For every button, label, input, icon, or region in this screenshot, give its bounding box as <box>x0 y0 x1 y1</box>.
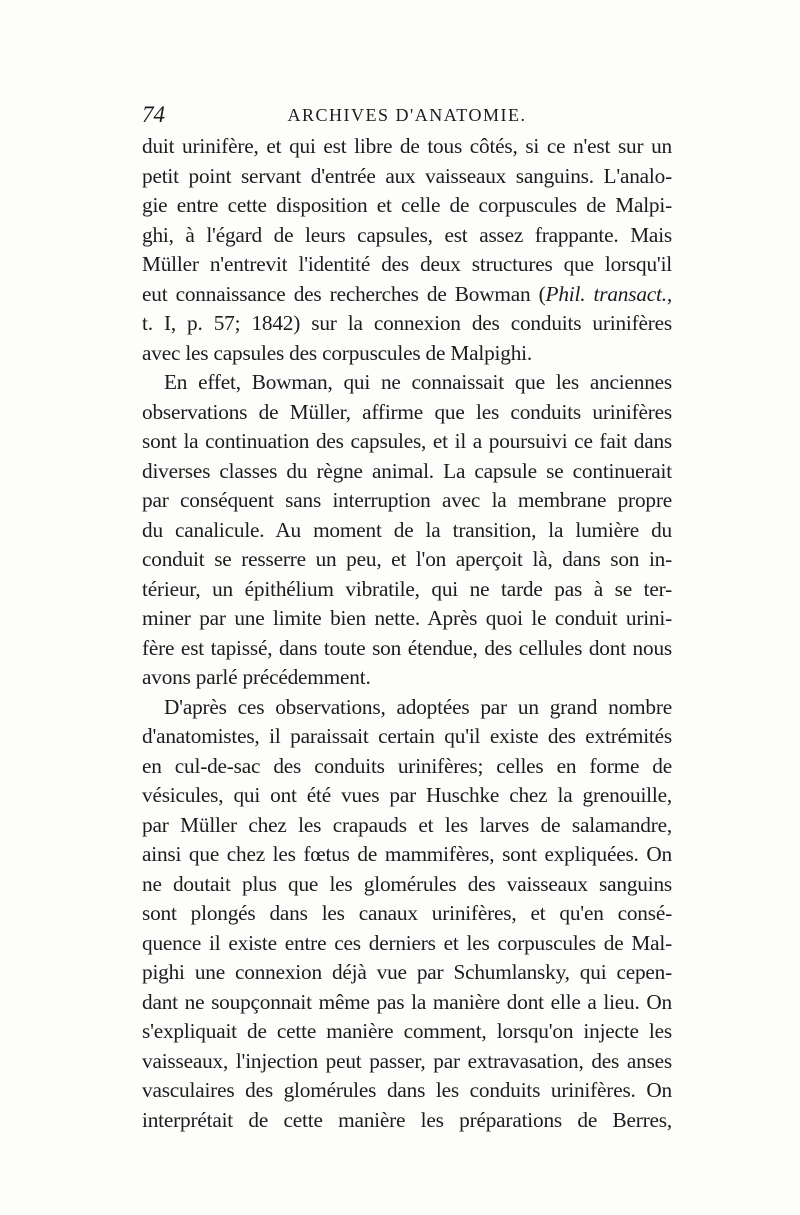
text-line: interprétait de cette manière les préparations de Berres, <box>142 1107 672 1132</box>
text-line: vaisseaux, l'injection peut passer, par extravasation, des anses <box>142 1048 672 1073</box>
text-line: miner par une limite bien nette. Après quoi le conduit urini- <box>142 606 672 630</box>
text-line: par conséquent sans interruption avec la membrane propre <box>142 488 672 512</box>
page-number: 74 <box>142 102 165 127</box>
text-line: vésicules, qui ont été vues par Huschke chez la grenouille, <box>142 783 672 807</box>
text-line: dant ne soupçonnait même pas la manière dont elle a lieu. On <box>142 989 672 1014</box>
text-fragment: eut connaissance des recherches de Bowman ( <box>142 281 546 306</box>
text-line: gie entre cette disposition et celle de corpuscules de Malpi- <box>142 193 672 217</box>
text-line: en cul-de-sac des conduits urinifères; celles en forme de <box>142 753 672 778</box>
text-line: avec les capsules des corpuscules de Malpighi. <box>142 340 532 365</box>
text-line: par Müller chez les crapauds et les larves de salamandre, <box>142 812 672 837</box>
text-line: d'anatomistes, il paraissait certain qu'il existe des extrémités <box>142 724 672 748</box>
text-line: observations de Müller, affirme que les conduits urinifères <box>142 399 672 424</box>
text-line: fère est tapissé, dans toute son étendue, des cellules dont nous <box>142 635 672 660</box>
text-line: pighi une connexion déjà vue par Schumlansky, qui cepen- <box>142 960 672 984</box>
text-line: ainsi que chez les fœtus de mammifères, sont expliquées. On <box>142 842 672 866</box>
text-line: térieur, un épithélium vibratile, qui ne tarde pas à se ter- <box>142 576 672 601</box>
text-line: sont la continuation des capsules, et il a poursuivi ce fait dans <box>142 429 672 453</box>
text-line: quence il existe entre ces derniers et les corpuscules de Mal- <box>142 930 672 955</box>
text-line: petit point servant d'entrée aux vaisseaux sanguins. L'analo- <box>142 163 672 188</box>
text-line: s'expliquait de cette manière comment, lorsqu'on injecte les <box>142 1019 672 1043</box>
citation-italic: Phil. transact., <box>545 281 672 306</box>
page-header <box>142 98 672 132</box>
text-line: ne doutait plus que les glomérules des vaisseaux sanguins <box>142 871 672 896</box>
text-line: ghi, à l'égard de leurs capsules, est assez frappante. Mais <box>142 222 672 247</box>
text-line: sont plongés dans les canaux urinifères, et qu'en consé- <box>142 901 672 925</box>
paragraph-start-line: D'après ces observations, adoptées par un grand nombre <box>164 694 672 719</box>
paragraph-start-line: En effet, Bowman, qui ne connaissait que les anciennes <box>164 370 672 394</box>
text-line-with-citation <box>142 280 672 310</box>
body-text <box>142 132 672 1132</box>
running-title: ARCHIVES D'ANATOMIE. <box>287 105 527 125</box>
text-line: conduit se resserre un peu, et l'on aperçoit là, dans son in- <box>142 547 672 571</box>
text-line: diverses classes du règne animal. La capsule se continuerait <box>142 458 672 483</box>
text-line: t. I, p. 57; 1842) sur la connexion des conduits urinifères <box>142 311 672 335</box>
text-line: du canalicule. Au moment de la transition, la lumière du <box>142 517 672 542</box>
text-line: duit urinifère, et qui est libre de tous côtés, si ce n'est sur un <box>142 134 672 158</box>
text-line: Müller n'entrevit l'identité des deux structures que lorsqu'il <box>142 252 672 276</box>
text-line: avons parlé précédemment. <box>142 665 371 689</box>
text-line: vasculaires des glomérules dans les conduits urinifères. On <box>142 1078 672 1102</box>
